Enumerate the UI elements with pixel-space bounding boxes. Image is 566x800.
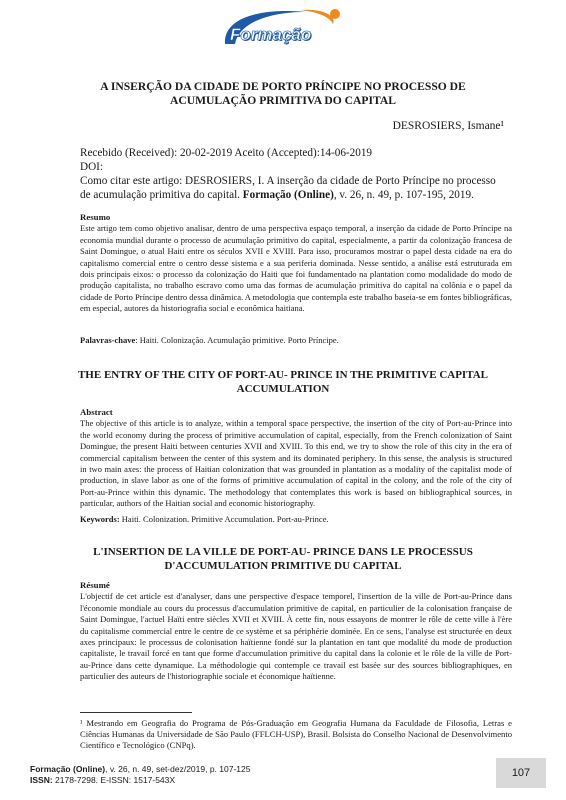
citation-suffix: , v. 26, n. 49, p. 107-195, 2019. bbox=[333, 189, 474, 201]
resume-fr-heading: Résumé bbox=[80, 580, 110, 590]
keywords bbox=[80, 514, 512, 524]
page-number: 107 bbox=[496, 758, 546, 788]
resumo-text: Este artigo tem como objetivo analisar, dentro de uma perspectiva espaço temporal, a inserção da cidade de Porto Príncipe na economia mundial durante o processo de acumulação primitivo do capital, especialmente, a partir da colonização francesa de Saint Domingue, o atual Haiti entre os séculos XVII e XVIII. Para isso, procuramos mostrar o papel desta cidade na era do capitalismo comercial entre o centro desse sistema e a sua periferia dominada. Nesse sentido, a análise está estruturada em dois principais eixos: o processo da colonização do Haiti que foi fundamentado na plantation como modalidade do modo de produção capitalista, no trabalho escravo como uma das formas de acumulação primitiva do capital na colônia e o papel da cidade de Porto Príncipe dentro dessa dinâmica. A metodologia que contempla este trabalho baseia-se em fontes bibliográficas, em especial, autores da historiografia social e econômica haitiana. bbox=[80, 223, 512, 314]
logo-text: Formação bbox=[230, 25, 312, 44]
footer-issn-line bbox=[30, 775, 250, 786]
footer-issue: , v. 26, n. 49, set-dez/2019, p. 107-125 bbox=[105, 764, 251, 774]
resumo-heading: Resumo bbox=[80, 212, 111, 222]
palavras-chave-text: : Haiti. Colonização. Acumulação primitive. Porto Príncipe. bbox=[135, 335, 339, 345]
citation bbox=[80, 174, 500, 202]
article-title-pt: A INSERÇÃO DA CIDADE DE PORTO PRÍNCIPE NO PROCESSO DE ACUMULAÇÃO PRIMITIVA DO CAPITAL bbox=[100, 80, 466, 107]
article-meta bbox=[80, 146, 500, 202]
abstract-heading: Abstract bbox=[80, 407, 113, 417]
received-date: Recebido (Received): 20-02-2019 Aceito (Accepted):14-06-2019 bbox=[80, 147, 373, 159]
author: DESROSIERS, Ismane¹ bbox=[392, 120, 504, 132]
footer-issn: 2178-7298. E-ISSN: 1517-543X bbox=[52, 775, 176, 785]
footnote: ¹ Mestrando em Geografia do Programa de Pós-Graduação em Geografia Humana da Faculdade de Filosofia, Letras e Ciências Humanas da Universidade de São Paulo (FFLCH-USP), Brasil. Bolsista do Conselho Nacional de Desenvolvimento Científico e Tecnológico (CNPq). bbox=[80, 718, 512, 751]
keywords-text: Haiti. Colonization. Primitive Accumulation. Port-au-Prince. bbox=[119, 514, 329, 524]
keywords-label: Keywords: bbox=[80, 514, 120, 524]
palavras-chave bbox=[80, 335, 512, 345]
resumo-section bbox=[80, 212, 512, 315]
abstract-text: The objective of this article is to analyze, within a temporal space perspective, the insertion of the city of Port-au-Prince into the world economy during the process of primitive accumulation of capital, especially, from the French colonization of Saint Domingue, the present Haiti between centuries XVII and XVIII. To this end, we try to show the role of this city in the era of commercial capitalism between the center of this system and its dominated periphery. In this sense, the analysis is structured in two main axes: the process of Haitian colonization that was grounded in plantation as a modality of the capitalist mode of production, in slave labor as one of the forms of primitive accumulation of capital in the colony, and the role of the city of Port-au-Prince within this dynamic. The methodology that contemplates this work is based on bibliographical sources, in particular, authors of the Haitian social and economic historiography. bbox=[80, 418, 512, 509]
page-footer bbox=[30, 764, 250, 786]
footnote-divider bbox=[80, 712, 192, 713]
citation-journal: Formação (Online) bbox=[242, 189, 334, 201]
footer-issn-label: ISSN: bbox=[30, 775, 53, 785]
footer-journal: Formação (Online) bbox=[30, 764, 106, 774]
resume-fr-section bbox=[80, 580, 512, 683]
resume-fr-text: L'objectif de cet article est d'analyser, dans une perspective d'espace temporel, l'insertion de la ville de Port-au-Prince dans l'économie mondiale au cours du processus d'accumulation primitive de capital, en particulier de la colonisation française de Saint Domingue, l'actuel Haïti entre siècles XVII et XVIII. À cette fin, nous essayons de montrer le rôle de cette ville à l'ère du capitalisme commercial entre le centre de ce système et sa périphérie dominée. En ce sens, l'analyse est structurée en deux axes principaux: le processus de colonisation haïtienne fondé sur la plantation en tant que modalité du mode de production capitaliste, le travail forcé en tant que forme d'accumulation primitive du capital dans la colonie et le rôle de la ville de Port-au-Prince dans cette dynamique. La méthodologie qui contemple ce travail est basée sur des sources bibliographiques, en particulier des auteurs de l'historiographie sociale et économique haïtienne. bbox=[80, 591, 512, 682]
footer-journal-line bbox=[30, 764, 250, 775]
abstract-section bbox=[80, 407, 512, 510]
palavras-chave-label: Palavras-chave bbox=[80, 335, 136, 345]
doi: DOI: bbox=[80, 161, 103, 173]
article-title-en: THE ENTRY OF THE CITY OF PORT-AU- PRINCE IN THE PRIMITIVE CAPITAL ACCUMULATION bbox=[77, 369, 489, 395]
article-title-fr: L'INSERTION DE LA VILLE DE PORT-AU- PRINCE DANS LE PROCESSUS D'ACCUMULATION PRIMITIVE DU CAPITAL bbox=[93, 546, 473, 572]
citation-prefix: Como citar este artigo: DESROSIERS, I. A inserção da cidade de Porto Príncipe no processo de acumulação primitiva do capital. bbox=[80, 175, 496, 201]
